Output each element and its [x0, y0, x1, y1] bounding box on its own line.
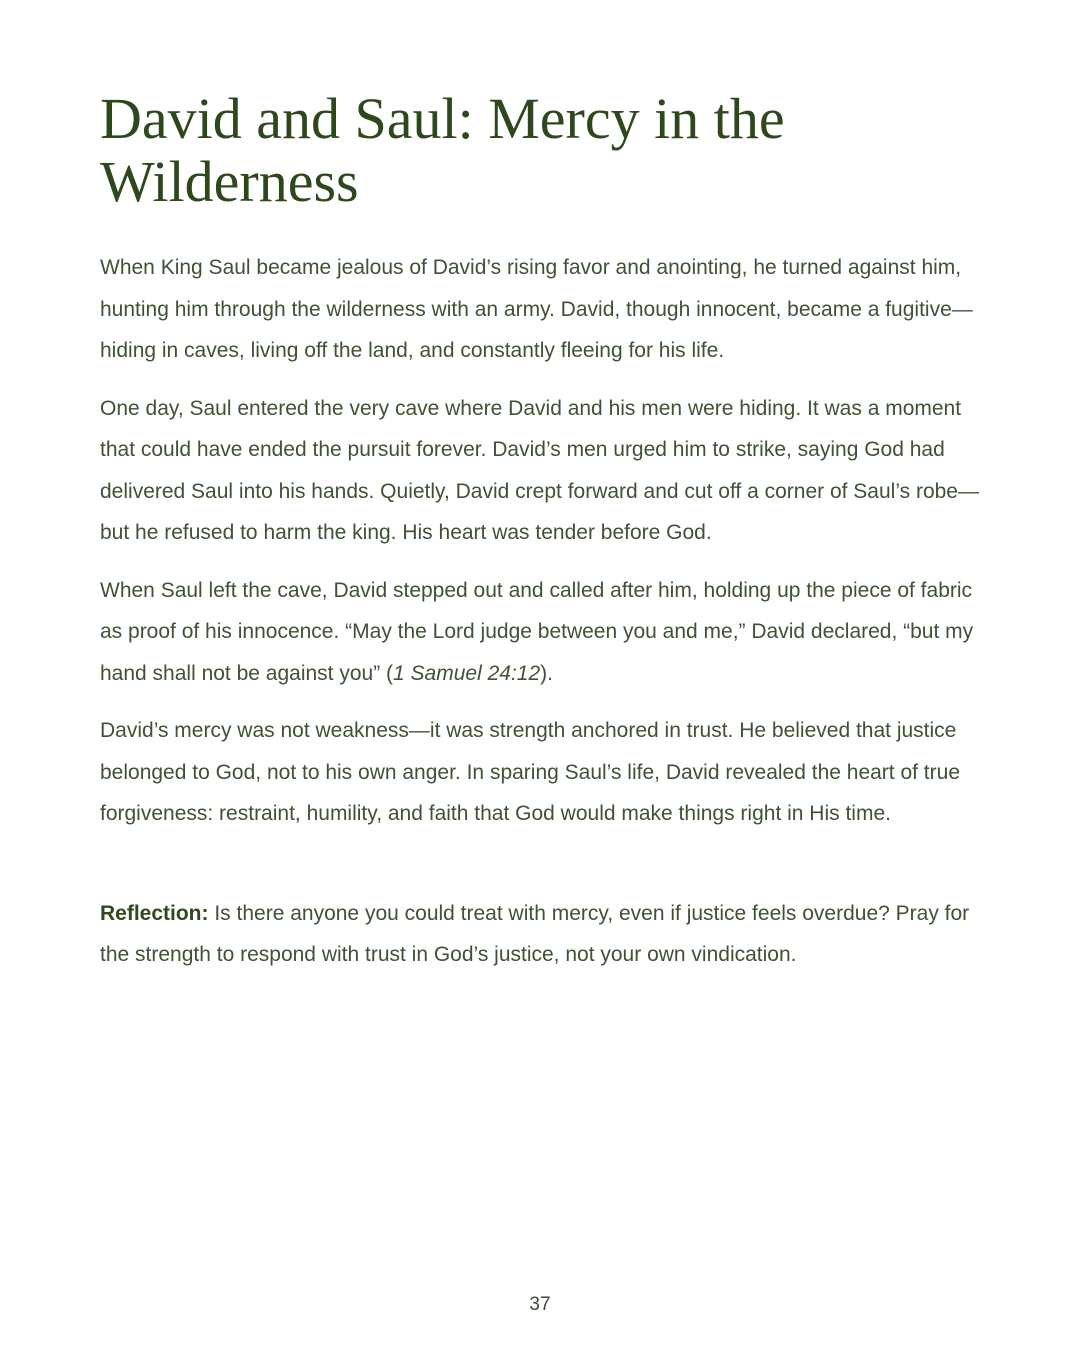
body-paragraph-4: David’s mercy was not weakness—it was strength anchored in trust. He believed that justice belonged to God, not to his own anger. In sparing Saul’s life, David revealed the heart of true forgiveness: restraint, humility, and faith that God would make things right in His time. [100, 719, 960, 826]
scripture-text-after: ). [540, 661, 553, 685]
reflection-text: Is there anyone you could treat with mercy, even if justice feels overdue? Pray for the strength to respond with trust in God’s justice, not your own vindication. [100, 901, 970, 967]
body-paragraph-2: One day, Saul entered the very cave where David and his men were hiding. It was a moment that could have ended the pursuit forever. David’s men urged him to strike, saying God had delivered Saul into his hands. Quietly, David crept forward and cut off a corner of Saul’s robe—but he refused to harm the king. His heart was tender before God. [100, 396, 979, 545]
page-title-line-1: David and Saul: Mercy in the [100, 86, 785, 151]
body-paragraph-1: When King Saul became jealous of David’s rising favor and anointing, he turned against him, hunting him through the wilderness with an army. David, though innocent, became a fugitive—hiding in caves, living off the land, and constantly fleeing for his life. [100, 256, 973, 363]
reflection-paragraph [100, 893, 980, 976]
scripture-citation: 1 Samuel 24:12 [393, 661, 541, 685]
page-title [100, 0, 980, 213]
scripture-text-before: When Saul left the cave, David stepped out and called after him, holding up the piece of fabric as proof of his innocence. “May the Lord judge between you and me,” David declared, “but my hand shall not be against you” ( [100, 578, 974, 685]
page-number: 37 [529, 1294, 551, 1315]
body-paragraph-3 [100, 570, 980, 695]
reflection-label: Reflection: [100, 901, 209, 925]
page-title-line-2: Wilderness [100, 148, 359, 214]
